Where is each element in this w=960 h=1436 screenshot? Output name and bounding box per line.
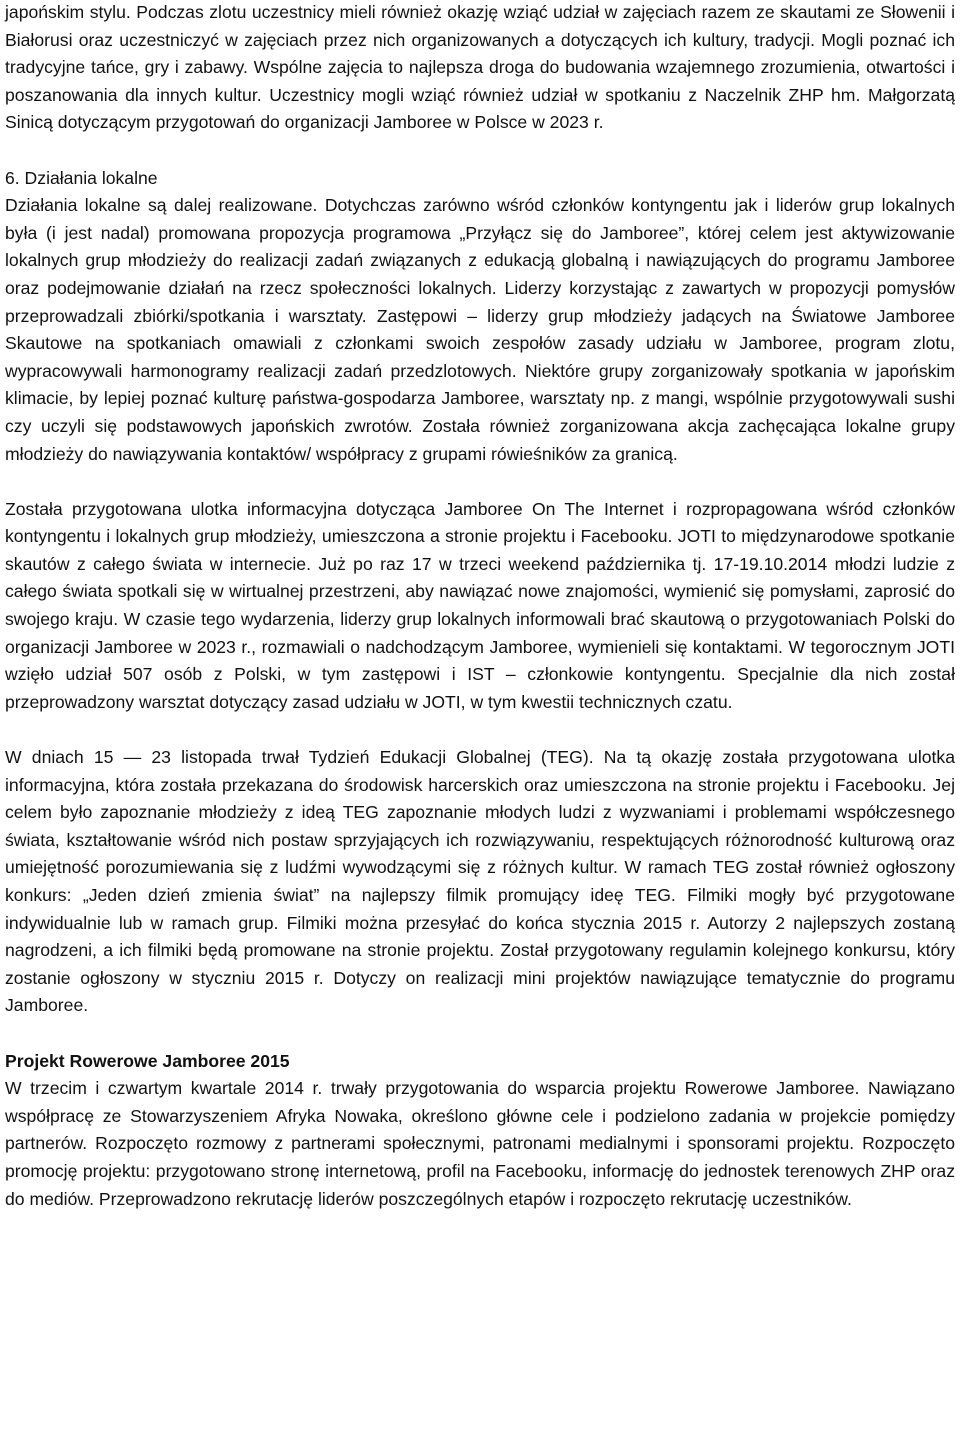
spacer [5,716,955,744]
project-heading: Projekt Rowerowe Jamboree 2015 [5,1050,290,1071]
section-paragraph-3: W dniach 15 — 23 listopada trwał Tydzień Edukacji Globalnej (TEG). Na tą okazję została przygotowana ulotka informacyjna, która została przekazana do środowisk harcerskich oraz umieszczona na stronie projektu i Facebooku. Jej celem było zapoznanie młodzieży z ideą TEG zapoznanie młodych ludzi z wyzwaniami i problemami współczesnego świata, kształtowanie wśród nich postaw sprzyjających ich rozwiązywaniu, respektujących różnorodność kulturową oraz umiejętność porozumiewania się z ludźmi wywodzącymi się z różnych kultur. W ramach TEG został również ogłoszony konkurs: „Jeden dzień zmienia świat” na najlepszy filmik promujący ideę TEG. Filmiki mogły być przygotowane indywidualnie lub w ramach grup. Filmiki można przesyłać do końca stycznia 2015 r. Autorzy 2 najlepszych zostaną nagrodzeni, a ich filmiki będą promowane na stronie projektu. Został przygotowany regulamin kolejnego konkursu, który zostanie ogłoszony w styczniu 2015 r. Dotyczy on realizacji mini projektów nawiązujące tematycznie do programu Jamboree. [5,747,955,1016]
spacer [5,1020,955,1048]
project-paragraph: W trzecim i czwartym kwartale 2014 r. trwały przygotowania do wsparcia projektu Rowerowe Jamboree. Nawiązano współpracę ze Stowarzyszeniem Afryka Nowaka, określono główne cele i podzielono zadania w projekcie pomiędzy partnerów. Rozpoczęto rozmowy z partnerami społecznymi, patronami medialnymi i sponsorami projektu. Rozpoczęto promocję projektu: przygotowano stronę internetową, profil na Facebooku, informację do jednostek terenowych ZHP oraz do mediów. Przeprowadzono rekrutację liderów poszczególnych etapów i rozpoczęto rekrutację uczestników. [5,1078,955,1209]
section-paragraph-1: Działania lokalne są dalej realizowane. Dotychczas zarówno wśród członków kontyngentu jak i liderów grup lokalnych była (i jest nadal) promowana propozycja programowa „Przyłącz się do Jamboree”, której celem jest aktywizowanie lokalnych grup młodzieży do realizacji zadań związanych z edukacją globalną i nawiązujących do programu Jamboree oraz podejmowanie działań na rzecz społeczności lokalnych. Liderzy korzystając z zawartych w propozycji pomysłów przeprowadzali zbiórki/spotkania i warsztaty. Zastępowi – liderzy grup młodzieży jadących na Światowe Jamboree Skautowe na spotkaniach omawiali z członkami swoich zespołów zasady udziału w Jamboree, program zlotu, wypracowywali harmonogramy realizacji zadań przedzlotowych. Niektóre grupy zorganizowały spotkania w japońskim klimacie, by lepiej poznać kulturę państwa-gospodarza Jamboree, warsztaty np. z mangi, wspólnie przygotowywali sushi czy uczyli się podstawowych japońskich zwrotów. Została również zorganizowana akcja zachęcająca lokalne grupy młodzieży do nawiązywania kontaktów/ współpracy z grupami rówieśników za granicą. [5,195,955,464]
intro-paragraph: japońskim stylu. Podczas zlotu uczestnicy mieli również okazję wziąć udział w zajęciach razem ze skautami ze Słowenii i Białorusi oraz uczestniczyć w zajęciach przez nich organizowanych a dotyczących ich kultury, tradycji. Mogli poznać ich tradycyjne tańce, gry i zabawy. Wspólne zajęcia to najlepsza droga do budowania wzajemnego zrozumienia, otwartości i poszanowania dla innych kultur. Uczestnicy mogli wziąć również udział w spotkaniu z Naczelnik ZHP hm. Małgorzatą Sinicą dotyczącym przygotowań do organizacji Jamboree w Polsce w 2023 r. [5,2,955,133]
spacer [5,137,955,165]
spacer [5,468,955,496]
section-heading: 6. Działania lokalne [5,167,158,188]
document-page [5,0,955,1213]
section-paragraph-2: Została przygotowana ulotka informacyjna dotycząca Jamboree On The Internet i rozpropagowana wśród członków kontyngentu i lokalnych grup młodzieży, umieszczona a stronie projektu i Facebooku. JOTI to międzynarodowe spotkanie skautów z całego świata w internecie. Już po raz 17 w trzeci weekend października tj. 17-19.10.2014 młodzi ludzie z całego świata spotkali się w wirtualnej przestrzeni, aby nawiązać nowe znajomości, wymienić się pomysłami, zaprosić do swojego kraju. W czasie tego wydarzenia, liderzy grup lokalnych informowali brać skautową o przygotowaniach Polski do organizacji Jamboree w 2023 r., rozmawiali o nadchodzącym Jamboree, wymienieli się kontaktami. W tegorocznym JOTI wzięło udział 507 osób z Polski, w tym zastępowi i IST – członkowie kontyngentu. Specjalnie dla nich został przeprowadzony warsztat dotyczący zasad udziału w JOTI, w tym kwestii technicznych czatu. [5,498,955,712]
